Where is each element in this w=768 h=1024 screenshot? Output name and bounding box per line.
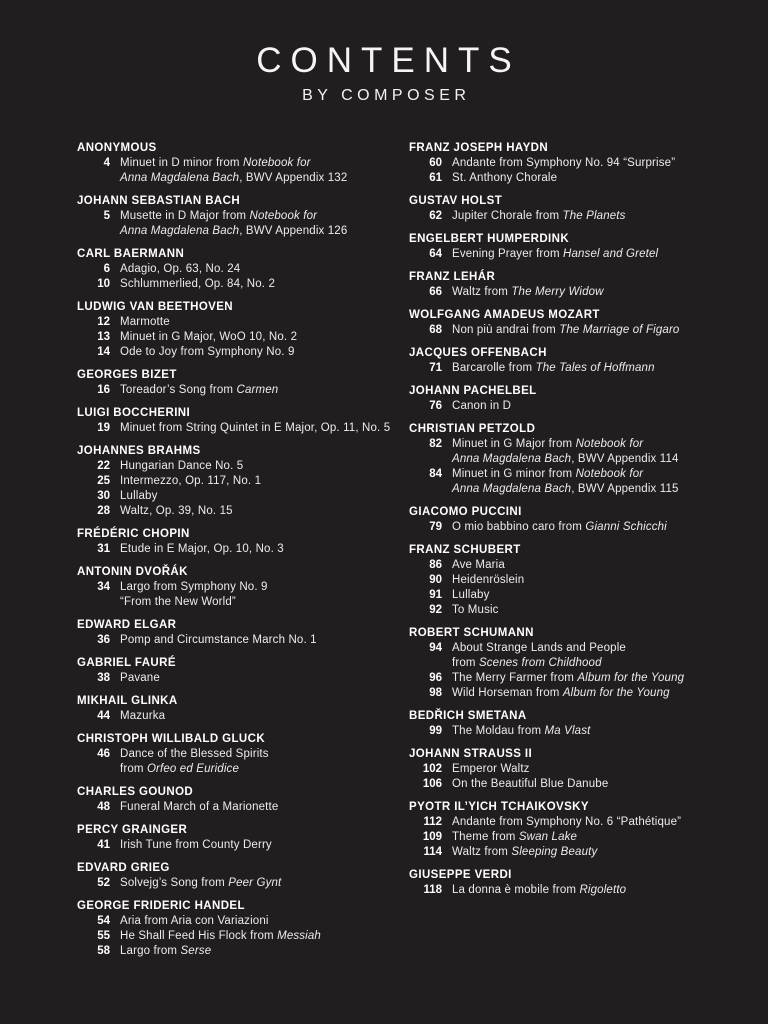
toc-entry	[409, 323, 761, 338]
page-number: 76	[429, 400, 442, 412]
page-subtitle: BY COMPOSER	[302, 86, 471, 104]
page-number: 114	[423, 846, 442, 858]
page-number: 86	[429, 559, 442, 571]
toc-entry-continuation	[77, 595, 407, 610]
piece-title: Waltz from The Merry Widow	[452, 286, 604, 298]
composer-section	[409, 868, 761, 898]
piece-title: Solvejg’s Song from Peer Gynt	[120, 877, 282, 889]
piece-title: from Orfeo ed Euridice	[120, 763, 239, 775]
composer-name: FRANZ JOSEPH HAYDN	[409, 142, 549, 154]
piece-title: Musette in D Major from Notebook for	[120, 210, 318, 222]
page-number: 31	[97, 543, 110, 555]
piece-title: On the Beautiful Blue Danube	[452, 778, 609, 790]
piece-title: Theme from Swan Lake	[452, 831, 578, 843]
composer-name: GIACOMO PUCCINI	[409, 506, 522, 518]
composer-name: CHRISTIAN PETZOLD	[409, 423, 536, 435]
composer-name: ANTONIN DVOŘÁK	[77, 566, 188, 578]
toc-entry	[77, 929, 407, 944]
composer-section	[77, 247, 407, 292]
toc-entry-continuation	[409, 482, 761, 497]
toc-entry	[409, 777, 761, 792]
toc-entry	[77, 747, 407, 762]
page-number: 66	[429, 286, 442, 298]
piece-title: Hungarian Dance No. 5	[120, 460, 244, 472]
toc-entry	[409, 361, 761, 376]
toc-entry	[77, 262, 407, 277]
page-number: 99	[429, 725, 442, 737]
piece-title: Toreador’s Song from Carmen	[120, 384, 279, 396]
composer-section	[409, 270, 761, 300]
composer-name: CHRISTOPH WILLIBALD GLUCK	[77, 733, 266, 745]
page-number: 84	[429, 468, 442, 480]
toc-entry	[409, 762, 761, 777]
composer-section	[409, 141, 761, 186]
toc-entry	[409, 156, 761, 171]
composer-name: WOLFGANG AMADEUS MOZART	[409, 309, 600, 321]
page-number: 54	[97, 915, 110, 927]
composer-name: ENGELBERT HUMPERDINK	[409, 233, 570, 245]
page-number: 106	[422, 778, 442, 790]
page-number: 13	[97, 331, 110, 343]
composer-section	[77, 141, 407, 186]
composer-name: ANONYMOUS	[77, 142, 157, 154]
composer-section	[77, 527, 407, 557]
piece-title: St. Anthony Chorale	[452, 172, 558, 184]
page-number: 94	[429, 642, 442, 654]
composer-section	[409, 800, 761, 860]
page-number: 34	[97, 581, 110, 593]
composer-section	[409, 308, 761, 338]
toc-entry	[409, 573, 761, 588]
piece-title: from Scenes from Childhood	[452, 657, 602, 669]
piece-title: Lullaby	[120, 490, 158, 502]
composer-name: MIKHAIL GLINKA	[77, 695, 178, 707]
composer-section	[77, 823, 407, 853]
piece-title: Barcarolle from The Tales of Hoffmann	[452, 362, 655, 374]
composer-name: LUIGI BOCCHERINI	[77, 407, 191, 419]
composer-name: FRANZ LEHÁR	[409, 271, 496, 283]
page-number: 58	[97, 945, 110, 957]
composer-name: EDWARD ELGAR	[77, 619, 177, 631]
composer-section	[409, 422, 761, 497]
page-number: 61	[429, 172, 442, 184]
page-number: 60	[429, 157, 442, 169]
piece-title: He Shall Feed His Flock from Messiah	[120, 930, 321, 942]
page-number: 55	[97, 930, 110, 942]
composer-section	[77, 565, 407, 610]
toc-entry	[77, 315, 407, 330]
piece-title: Intermezzo, Op. 117, No. 1	[120, 475, 262, 487]
composer-section	[77, 694, 407, 724]
composer-name: EDVARD GRIEG	[77, 862, 170, 874]
composer-name: PYOTR IL’YICH TCHAIKOVSKY	[409, 801, 589, 813]
piece-title: About Strange Lands and People	[452, 642, 626, 654]
piece-title: “From the New World”	[120, 596, 236, 608]
piece-title: The Moldau from Ma Vlast	[452, 725, 591, 737]
toc-entry	[409, 641, 761, 656]
page-number: 91	[429, 589, 442, 601]
page-number: 12	[97, 316, 110, 328]
piece-title: Minuet in G Major, WoO 10, No. 2	[120, 331, 298, 343]
composer-section	[409, 709, 761, 739]
piece-title: Anna Magdalena Bach, BWV Appendix 126	[120, 225, 348, 237]
toc-entry	[409, 171, 761, 186]
composer-name: BEDŘICH SMETANA	[409, 710, 527, 722]
page-number: 52	[97, 877, 110, 889]
toc-entry-continuation	[409, 656, 761, 671]
piece-title: O mio babbino caro from Gianni Schicchi	[452, 521, 667, 533]
page-number: 4	[103, 157, 110, 169]
composer-section	[77, 656, 407, 686]
composer-name: LUDWIG VAN BEETHOVEN	[77, 301, 234, 313]
piece-title: Wild Horseman from Album for the Young	[452, 687, 670, 699]
composer-name: JOHANN STRAUSS II	[409, 748, 533, 760]
piece-title: Dance of the Blessed Spirits	[120, 748, 269, 760]
piece-title: Minuet in G minor from Notebook for	[452, 468, 644, 480]
toc-entry	[77, 709, 407, 724]
toc-entry	[409, 815, 761, 830]
toc-entry-continuation	[409, 452, 761, 467]
composer-section	[77, 899, 407, 959]
toc-entry	[77, 633, 407, 648]
piece-title: Anna Magdalena Bach, BWV Appendix 132	[120, 172, 348, 184]
piece-title: Etude in E Major, Op. 10, No. 3	[120, 543, 284, 555]
page-number: 112	[423, 816, 442, 828]
page-number: 5	[103, 210, 110, 222]
page-number: 14	[97, 346, 110, 358]
piece-title: Evening Prayer from Hansel and Gretel	[452, 248, 659, 260]
composer-section	[77, 785, 407, 815]
page-header	[0, 42, 768, 105]
page-number: 118	[423, 884, 442, 896]
toc-entry	[77, 944, 407, 959]
page-number	[409, 452, 442, 467]
page-number: 68	[429, 324, 442, 336]
composer-name: PERCY GRAINGER	[77, 824, 188, 836]
page-number: 30	[97, 490, 110, 502]
toc-entry	[77, 800, 407, 815]
page-number	[409, 656, 442, 671]
toc-entry	[77, 345, 407, 360]
toc-entry	[409, 247, 761, 262]
page-number: 16	[97, 384, 110, 396]
piece-title: La donna è mobile from Rigoletto	[452, 884, 627, 896]
toc-entry	[77, 383, 407, 398]
page-number: 19	[97, 422, 110, 434]
toc-entry	[409, 588, 761, 603]
page-number: 64	[429, 248, 442, 260]
toc-entry	[409, 671, 761, 686]
piece-title: Anna Magdalena Bach, BWV Appendix 115	[452, 483, 679, 495]
toc-entry-continuation	[77, 171, 407, 186]
piece-title: Waltz from Sleeping Beauty	[452, 846, 598, 858]
composer-name: CARL BAERMANN	[77, 248, 185, 260]
composer-name: GABRIEL FAURÉ	[77, 657, 176, 669]
toc-entry	[77, 489, 407, 504]
page-number	[77, 595, 110, 610]
toc-entry-continuation	[77, 762, 407, 777]
piece-title: Largo from Serse	[120, 945, 212, 957]
toc-column-left	[77, 141, 407, 967]
toc-entry	[77, 580, 407, 595]
piece-title: Emperor Waltz	[452, 763, 530, 775]
composer-section	[409, 384, 761, 414]
toc-entry	[409, 603, 761, 618]
toc-entry	[77, 209, 407, 224]
composer-section	[77, 732, 407, 777]
page-number	[77, 171, 110, 186]
composer-name: ROBERT SCHUMANN	[409, 627, 534, 639]
toc-entry	[77, 542, 407, 557]
composer-name: JOHANN SEBASTIAN BACH	[77, 195, 241, 207]
page-number: 92	[429, 604, 442, 616]
composer-section	[77, 861, 407, 891]
composer-name: JOHANNES BRAHMS	[77, 445, 201, 457]
piece-title: Anna Magdalena Bach, BWV Appendix 114	[452, 453, 679, 465]
page-number: 44	[97, 710, 110, 722]
toc-entry	[409, 520, 761, 535]
page-number: 6	[103, 263, 110, 275]
toc-entry	[409, 686, 761, 701]
composer-name: CHARLES GOUNOD	[77, 786, 194, 798]
piece-title: Pavane	[120, 672, 160, 684]
page-number: 79	[429, 521, 442, 533]
piece-title: Non più andrai from The Marriage of Figaro	[452, 324, 680, 336]
piece-title: Andante from Symphony No. 6 “Pathétique”	[452, 816, 682, 828]
page-number: 48	[97, 801, 110, 813]
piece-title: Waltz, Op. 39, No. 15	[120, 505, 233, 517]
toc-entry	[77, 156, 407, 171]
page-number: 62	[429, 210, 442, 222]
page-number: 109	[422, 831, 442, 843]
composer-section	[409, 346, 761, 376]
toc-entry	[409, 467, 761, 482]
toc-entry	[77, 421, 407, 436]
toc-entry	[409, 285, 761, 300]
composer-name: JACQUES OFFENBACH	[409, 347, 547, 359]
piece-title: Irish Tune from County Derry	[120, 839, 272, 851]
piece-title: Jupiter Chorale from The Planets	[452, 210, 626, 222]
composer-name: GEORGES BIZET	[77, 369, 177, 381]
page-number: 71	[429, 362, 442, 374]
piece-title: Aria from Aria con Variazioni	[120, 915, 269, 927]
page-number	[77, 224, 110, 239]
composer-section	[77, 444, 407, 519]
composer-name: GIUSEPPE VERDI	[409, 869, 512, 881]
piece-title: Schlummerlied, Op. 84, No. 2	[120, 278, 276, 290]
toc-entry	[409, 399, 761, 414]
composer-section	[77, 300, 407, 360]
toc-entry-continuation	[77, 224, 407, 239]
piece-title: Lullaby	[452, 589, 490, 601]
page-number: 102	[422, 763, 442, 775]
piece-title: Ave Maria	[452, 559, 505, 571]
toc-entry	[77, 459, 407, 474]
composer-name: GEORGE FRIDERIC HANDEL	[77, 900, 245, 912]
toc-entry	[77, 474, 407, 489]
page-number: 10	[97, 278, 110, 290]
piece-title: To Music	[452, 604, 499, 616]
composer-name: FRÉDÉRIC CHOPIN	[77, 528, 190, 540]
piece-title: Minuet in G Major from Notebook for	[452, 438, 644, 450]
toc-entry	[409, 558, 761, 573]
piece-title: Minuet from String Quintet in E Major, Op. 11, No. 5	[120, 422, 391, 434]
piece-title: Ode to Joy from Symphony No. 9	[120, 346, 295, 358]
piece-title: Adagio, Op. 63, No. 24	[120, 263, 241, 275]
page-number	[409, 482, 442, 497]
toc-entry	[409, 883, 761, 898]
piece-title: The Merry Farmer from Album for the Young	[452, 672, 685, 684]
composer-section	[77, 618, 407, 648]
toc-entry	[77, 838, 407, 853]
toc-entry	[77, 504, 407, 519]
piece-title: Mazurka	[120, 710, 166, 722]
composer-section	[409, 747, 761, 792]
toc-entry	[77, 876, 407, 891]
page-number: 82	[429, 438, 442, 450]
piece-title: Andante from Symphony No. 94 “Surprise”	[452, 157, 676, 169]
composer-section	[77, 368, 407, 398]
page-number: 38	[97, 672, 110, 684]
toc-entry	[409, 209, 761, 224]
composer-section	[409, 505, 761, 535]
composer-section	[77, 406, 407, 436]
toc-entry	[77, 277, 407, 292]
composer-name: JOHANN PACHELBEL	[409, 385, 537, 397]
page-number: 46	[97, 748, 110, 760]
toc-entry	[409, 845, 761, 860]
page-number: 36	[97, 634, 110, 646]
composer-section	[409, 543, 761, 618]
toc-entry	[409, 724, 761, 739]
page-number: 28	[97, 505, 110, 517]
piece-title: Pomp and Circumstance March No. 1	[120, 634, 317, 646]
composer-section	[409, 626, 761, 701]
composer-name: FRANZ SCHUBERT	[409, 544, 521, 556]
composer-section	[409, 232, 761, 262]
toc-entry	[77, 914, 407, 929]
page-number	[77, 762, 110, 777]
piece-title: Heidenröslein	[452, 574, 525, 586]
piece-title: Marmotte	[120, 316, 170, 328]
composer-section	[409, 194, 761, 224]
toc-entry	[77, 330, 407, 345]
page-number: 98	[429, 687, 442, 699]
page-number: 25	[97, 475, 110, 487]
piece-title: Canon in D	[452, 400, 512, 412]
page-title: CONTENTS	[256, 41, 521, 80]
page-number: 90	[429, 574, 442, 586]
toc-column-right	[409, 141, 761, 906]
piece-title: Minuet in D minor from Notebook for	[120, 157, 311, 169]
composer-name: GUSTAV HOLST	[409, 195, 503, 207]
toc-entry	[409, 830, 761, 845]
piece-title: Funeral March of a Marionette	[120, 801, 279, 813]
page-number: 22	[97, 460, 110, 472]
page-number: 96	[429, 672, 442, 684]
toc-entry	[77, 671, 407, 686]
page-number: 41	[97, 839, 110, 851]
piece-title: Largo from Symphony No. 9	[120, 581, 268, 593]
composer-section	[77, 194, 407, 239]
toc-entry	[409, 437, 761, 452]
